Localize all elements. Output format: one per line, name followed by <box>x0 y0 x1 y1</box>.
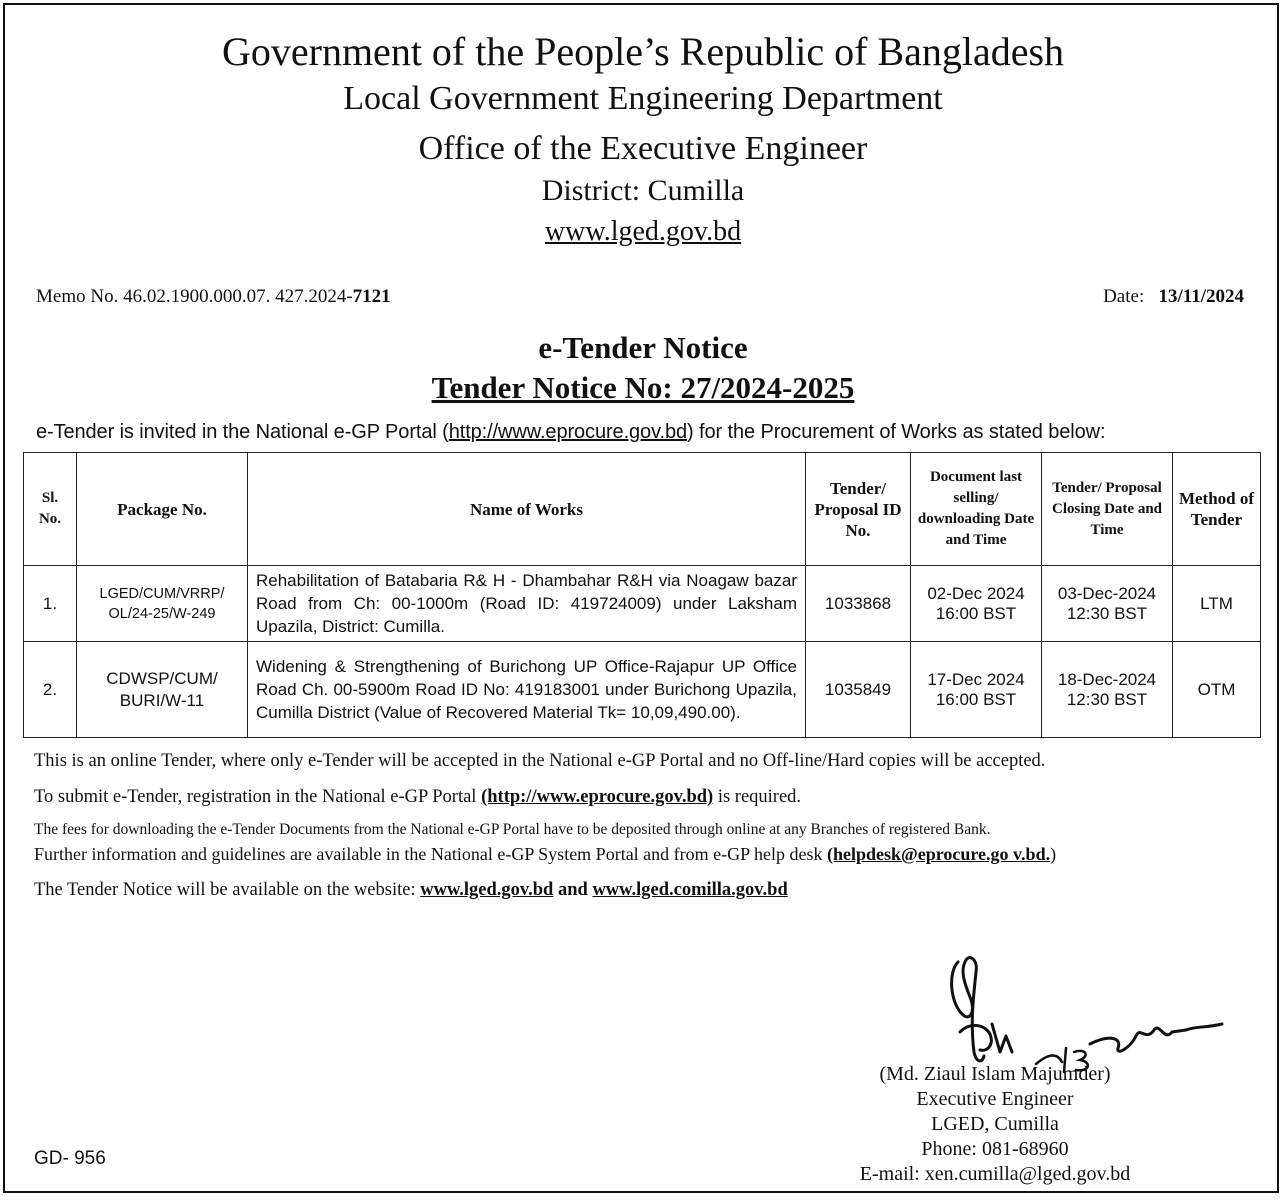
selling-date: 17-Dec 2024 <box>927 669 1025 689</box>
cell-doc-selling <box>911 642 1042 738</box>
signature-block <box>800 1062 1190 1187</box>
note-helpdesk-end: ) <box>1050 844 1057 864</box>
header-district: District: Cumilla <box>541 174 745 207</box>
note-website <box>34 880 788 901</box>
cell-tender-id: 1035849 <box>806 642 911 738</box>
notice-title: e-Tender Notice <box>538 330 748 365</box>
col-method: Method of Tender <box>1173 453 1261 566</box>
cell-closing <box>1042 566 1173 642</box>
closing-date: 03-Dec-2024 <box>1057 583 1157 603</box>
date-label: Date: <box>1103 286 1145 307</box>
table-row <box>24 566 1261 642</box>
note-website-and: and <box>553 880 593 900</box>
tender-table <box>23 452 1261 738</box>
date-value: 13/11/2024 <box>1158 286 1244 307</box>
col-works: Name of Works <box>248 453 806 566</box>
note-helpdesk <box>34 844 1056 865</box>
cell-works: Rehabilitation of Batabaria R& H - Dhambahar R&H via Noagaw bazar Road from Ch: 00-1000m (Road ID: 419724009) under Laksham Upazila, District: Cumilla. <box>248 566 806 642</box>
eprocure-bold-link[interactable]: (http://www.eprocure.gov.bd) <box>481 787 714 807</box>
header-website-link[interactable]: www.lged.gov.bd <box>544 216 742 247</box>
col-tender-id: Tender/ Proposal ID No. <box>806 453 911 566</box>
cell-doc-selling <box>911 566 1042 642</box>
signer-office: LGED, Cumilla <box>931 1113 1059 1135</box>
signer-name: (Md. Ziaul Islam Majumder) <box>879 1063 1111 1085</box>
table-row <box>24 642 1261 738</box>
signer-phone: Phone: 081-68960 <box>921 1138 1069 1160</box>
helpdesk-email-link[interactable]: (helpdesk@eprocure.go v.bd. <box>826 844 1051 864</box>
signer-designation: Executive Engineer <box>916 1088 1074 1110</box>
lged-website-link[interactable]: www.lged.gov.bd <box>420 880 554 900</box>
note-website-text: The Tender Notice will be available on the website: <box>34 880 421 900</box>
col-doc-selling: Document last selling/ downloading Date and Time <box>911 453 1042 566</box>
note-online-only: This is an online Tender, where only e-Tender will be accepted in the National e-GP Portal and no Off-line/Hard copies will be accepted. <box>34 751 1046 771</box>
cell-works: Widening & Strengthening of Burichong UP Office-Rajapur UP Office Road Ch. 00-5900m Road ID No: 419183001 under Burichong Upazila, Cumilla District (Value of Recovered Material Tk= 10,09,490.00). <box>248 642 806 738</box>
closing-time: 12:30 BST <box>1066 603 1148 623</box>
table-header-row <box>24 453 1261 566</box>
memo-number-bold: 7121 <box>352 286 391 307</box>
col-package: Package No. <box>77 453 248 566</box>
col-closing: Tender/ Proposal Closing Date and Time <box>1042 453 1173 566</box>
comilla-website-link[interactable]: www.lged.comilla.gov.bd <box>592 880 788 900</box>
eprocure-link[interactable]: http://www.eprocure.gov.bd <box>448 421 687 443</box>
cell-method: LTM <box>1173 566 1261 642</box>
cell-closing <box>1042 642 1173 738</box>
note-fees: The fees for downloading the e-Tender Documents from the National e-GP Portal have to be deposited through online at any Branches of registered Bank. <box>34 821 991 838</box>
closing-time: 12:30 BST <box>1066 689 1148 709</box>
intro-after: ) for the Procurement of Works as stated below: <box>687 421 1106 443</box>
header-office: Office of the Executive Engineer <box>418 130 868 167</box>
closing-date: 18-Dec-2024 <box>1057 669 1157 689</box>
notice-date <box>1103 286 1244 308</box>
cell-package: CDWSP/CUM/ BURI/W-11 <box>77 642 248 738</box>
cell-method: OTM <box>1173 642 1261 738</box>
memo-prefix: Memo No. 46.02.1900.000.07. 427.2024- <box>36 286 353 307</box>
intro-before: e-Tender is invited in the National e-GP Portal ( <box>36 421 449 443</box>
cell-tender-id: 1033868 <box>806 566 911 642</box>
note-registration-text: To submit e-Tender, registration in the National e-GP Portal <box>34 787 482 807</box>
selling-date: 02-Dec 2024 <box>927 583 1025 603</box>
note-registration-end: is required. <box>713 787 802 807</box>
selling-time: 16:00 BST <box>935 689 1017 709</box>
header-government: Government of the People’s Republic of Bangladesh <box>221 29 1065 74</box>
cell-sl: 1. <box>24 566 77 642</box>
tender-notice-number: Tender Notice No: 27/2024-2025 <box>431 370 855 405</box>
intro-text <box>36 421 1105 444</box>
cell-package: LGED/CUM/VRRP/ OL/24-25/W-249 <box>77 566 248 642</box>
col-sl: Sl. No. <box>24 453 77 566</box>
cell-sl: 2. <box>24 642 77 738</box>
note-helpdesk-text: Further information and guidelines are available in the National e-GP System Portal and from e-GP help desk <box>34 844 827 864</box>
note-registration <box>34 787 801 808</box>
selling-time: 16:00 BST <box>935 603 1017 623</box>
signer-email: E-mail: xen.cumilla@lged.gov.bd <box>859 1163 1131 1185</box>
header-department: Local Government Engineering Department <box>343 80 943 117</box>
memo-number <box>36 286 391 308</box>
gd-code: GD- 956 <box>34 1148 106 1169</box>
